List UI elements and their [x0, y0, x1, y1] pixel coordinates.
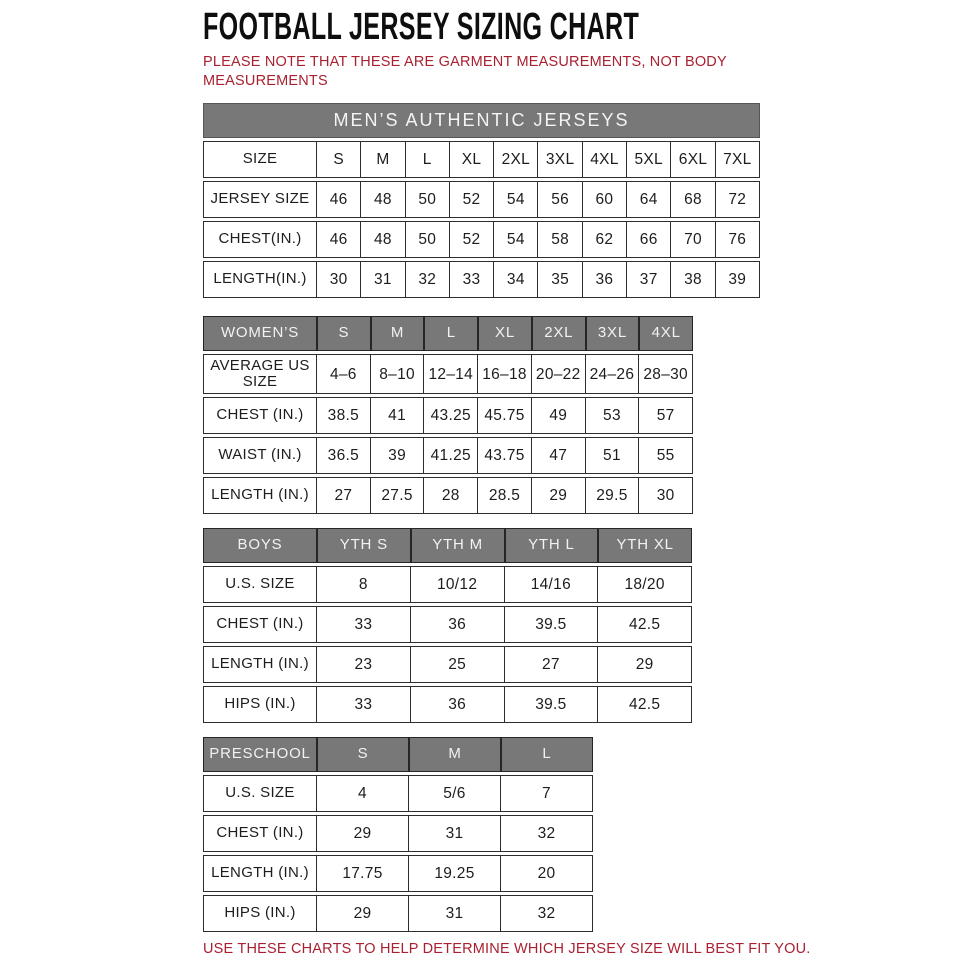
value-cell: 33 — [316, 607, 410, 642]
value-cell: 43.25 — [423, 398, 477, 433]
size-header-cell: YTH XL — [597, 529, 691, 562]
size-header-cell: M — [408, 738, 500, 771]
value-cell: 39.5 — [504, 607, 598, 642]
value-cell: 4XL — [582, 142, 626, 177]
table-row — [203, 261, 760, 298]
mens-table-rows — [203, 141, 760, 298]
value-cell: 41 — [370, 398, 424, 433]
table-row — [203, 141, 760, 178]
table-row — [203, 354, 693, 394]
value-cell: 8–10 — [370, 355, 424, 393]
value-cell: 62 — [582, 222, 626, 257]
size-header-cell: L — [500, 738, 592, 771]
value-cell: 32 — [405, 262, 449, 297]
value-cell: 20 — [500, 856, 592, 891]
value-cell: 32 — [500, 896, 592, 931]
row-label: LENGTH (IN.) — [211, 655, 309, 673]
value-cell: 49 — [531, 398, 585, 433]
value-cell: 72 — [715, 182, 759, 217]
value-cell: 47 — [531, 438, 585, 473]
row-label: U.S. SIZE — [225, 575, 295, 593]
table-row — [203, 437, 693, 474]
value-cell: 57 — [638, 398, 692, 433]
value-cell: 28.5 — [477, 478, 531, 513]
size-header-cell: XL — [477, 317, 531, 350]
value-cell: 3XL — [537, 142, 581, 177]
value-cell: 46 — [316, 182, 360, 217]
value-cell: 16–18 — [477, 355, 531, 393]
table-row — [203, 815, 593, 852]
value-cell: 4–6 — [316, 355, 370, 393]
row-label: CHEST(IN.) — [218, 230, 302, 248]
size-header-cell: L — [423, 317, 477, 350]
value-cell: 12–14 — [423, 355, 477, 393]
boys-sizing-table — [203, 528, 692, 723]
size-header-cell: YTH L — [504, 529, 598, 562]
value-cell: 35 — [537, 262, 581, 297]
table-row — [203, 855, 593, 892]
value-cell: 36.5 — [316, 438, 370, 473]
page-title: FOOTBALL JERSEY SIZING CHART — [203, 6, 640, 48]
size-header-cell: M — [370, 317, 424, 350]
value-cell: 54 — [493, 182, 537, 217]
value-cell: 23 — [316, 647, 410, 682]
value-cell: 36 — [410, 687, 504, 722]
table-group-label: WOMEN’S — [220, 324, 300, 342]
mens-authentic-jerseys-table — [203, 103, 760, 298]
value-cell: 4 — [316, 776, 408, 811]
value-cell: 34 — [493, 262, 537, 297]
row-label: U.S. SIZE — [225, 784, 295, 802]
value-cell: 52 — [449, 182, 493, 217]
value-cell: 42.5 — [597, 607, 691, 642]
size-header-cell: 2XL — [531, 317, 585, 350]
value-cell: 29 — [531, 478, 585, 513]
value-cell: 27 — [504, 647, 598, 682]
value-cell: 64 — [626, 182, 670, 217]
value-cell: 17.75 — [316, 856, 408, 891]
row-label: CHEST (IN.) — [216, 406, 304, 424]
value-cell: 37 — [626, 262, 670, 297]
value-cell: 36 — [410, 607, 504, 642]
value-cell: 70 — [670, 222, 714, 257]
size-header-cell: 4XL — [638, 317, 692, 350]
value-cell: 33 — [449, 262, 493, 297]
table-row — [203, 181, 760, 218]
row-label: LENGTH (IN.) — [211, 864, 309, 882]
table-row — [203, 477, 693, 514]
value-cell: 46 — [316, 222, 360, 257]
size-header-cell: 3XL — [585, 317, 639, 350]
value-cell: 5/6 — [408, 776, 500, 811]
value-cell: 38.5 — [316, 398, 370, 433]
value-cell: 25 — [410, 647, 504, 682]
row-label: HIPS (IN.) — [224, 695, 296, 713]
womens-table-header — [203, 316, 693, 351]
value-cell: 50 — [405, 222, 449, 257]
value-cell: 39 — [370, 438, 424, 473]
value-cell: 14/16 — [504, 567, 598, 602]
value-cell: S — [316, 142, 360, 177]
value-cell: 30 — [316, 262, 360, 297]
value-cell: 6XL — [670, 142, 714, 177]
value-cell: 43.75 — [477, 438, 531, 473]
table-row — [203, 606, 692, 643]
table-group-label: BOYS — [237, 536, 283, 554]
fit-advice-footer: USE THESE CHARTS TO HELP DETERMINE WHICH JERSEY SIZE WILL BEST FIT YOU. — [203, 941, 811, 958]
value-cell: 48 — [360, 182, 404, 217]
value-cell: 19.25 — [408, 856, 500, 891]
value-cell: XL — [449, 142, 493, 177]
row-label: CHEST (IN.) — [216, 824, 304, 842]
value-cell: 27 — [316, 478, 370, 513]
value-cell: 10/12 — [410, 567, 504, 602]
garment-measurement-note: PLEASE NOTE THAT THESE ARE GARMENT MEASUREMENTS, NOT BODY MEASUREMENTS — [203, 54, 727, 89]
value-cell: 76 — [715, 222, 759, 257]
value-cell: 48 — [360, 222, 404, 257]
value-cell: 30 — [638, 478, 692, 513]
table-row — [203, 775, 593, 812]
value-cell: L — [405, 142, 449, 177]
womens-table-rows — [203, 354, 693, 514]
preschool-table-rows — [203, 775, 593, 932]
value-cell: 31 — [360, 262, 404, 297]
value-cell: 8 — [316, 567, 410, 602]
value-cell: 56 — [537, 182, 581, 217]
value-cell: 7 — [500, 776, 592, 811]
value-cell: M — [360, 142, 404, 177]
row-label: AVERAGE US SIZE — [210, 356, 310, 391]
womens-sizing-table — [203, 316, 693, 514]
value-cell: 58 — [537, 222, 581, 257]
value-cell: 28 — [423, 478, 477, 513]
value-cell: 36 — [582, 262, 626, 297]
value-cell: 31 — [408, 896, 500, 931]
value-cell: 66 — [626, 222, 670, 257]
mens-table-banner: MEN’S AUTHENTIC JERSEYS — [203, 103, 760, 138]
row-label: CHEST (IN.) — [216, 615, 304, 633]
row-label: LENGTH (IN.) — [211, 486, 309, 504]
row-label: LENGTH(IN.) — [213, 270, 307, 288]
table-row — [203, 895, 593, 932]
value-cell: 38 — [670, 262, 714, 297]
table-row — [203, 646, 692, 683]
size-header-cell: S — [316, 738, 408, 771]
value-cell: 29 — [597, 647, 691, 682]
value-cell: 29 — [316, 896, 408, 931]
value-cell: 51 — [585, 438, 639, 473]
size-header-cell: YTH S — [316, 529, 410, 562]
table-row — [203, 397, 693, 434]
value-cell: 28–30 — [638, 355, 692, 393]
value-cell: 29.5 — [585, 478, 639, 513]
preschool-sizing-table — [203, 737, 593, 932]
row-label: SIZE — [242, 150, 278, 168]
value-cell: 52 — [449, 222, 493, 257]
value-cell: 39 — [715, 262, 759, 297]
value-cell: 53 — [585, 398, 639, 433]
value-cell: 54 — [493, 222, 537, 257]
value-cell: 45.75 — [477, 398, 531, 433]
value-cell: 5XL — [626, 142, 670, 177]
value-cell: 24–26 — [585, 355, 639, 393]
value-cell: 27.5 — [370, 478, 424, 513]
value-cell: 29 — [316, 816, 408, 851]
table-row — [203, 221, 760, 258]
value-cell: 33 — [316, 687, 410, 722]
value-cell: 55 — [638, 438, 692, 473]
table-row — [203, 566, 692, 603]
preschool-table-header — [203, 737, 593, 772]
value-cell: 39.5 — [504, 687, 598, 722]
value-cell: 60 — [582, 182, 626, 217]
row-label: WAIST (IN.) — [218, 446, 302, 464]
row-label: JERSEY SIZE — [210, 190, 310, 208]
value-cell: 18/20 — [597, 567, 691, 602]
value-cell: 31 — [408, 816, 500, 851]
size-header-cell: S — [316, 317, 370, 350]
value-cell: 7XL — [715, 142, 759, 177]
boys-table-header — [203, 528, 692, 563]
value-cell: 2XL — [493, 142, 537, 177]
value-cell: 32 — [500, 816, 592, 851]
value-cell: 42.5 — [597, 687, 691, 722]
boys-table-rows — [203, 566, 692, 723]
size-header-cell: YTH M — [410, 529, 504, 562]
value-cell: 50 — [405, 182, 449, 217]
value-cell: 41.25 — [423, 438, 477, 473]
table-row — [203, 686, 692, 723]
row-label: HIPS (IN.) — [224, 904, 296, 922]
value-cell: 20–22 — [531, 355, 585, 393]
value-cell: 68 — [670, 182, 714, 217]
table-group-label: PRESCHOOL — [209, 745, 311, 763]
